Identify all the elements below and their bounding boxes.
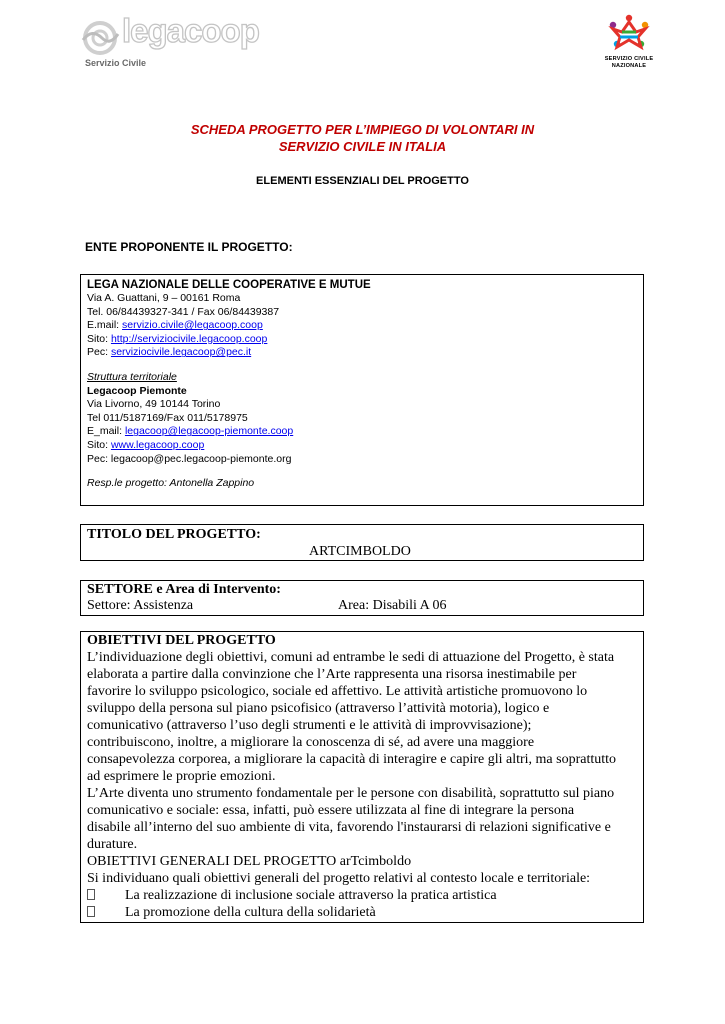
settore-label [87, 582, 281, 598]
struttura-label: Struttura territoriale [87, 370, 177, 383]
struttura-email-link[interactable]: legacoop@legacoop-piemonte.coop [124, 425, 294, 438]
obiettivi-line: elaborata a partire dalla convinzione che l’Arte rappresenta una risorsa inestimabile per [87, 667, 577, 682]
settore-value: Settore: Assistenza [87, 598, 194, 613]
ente-box [80, 274, 644, 506]
obiettivi-line: OBIETTIVI GENERALI DEL PROGETTO arTcimboldo [87, 854, 412, 869]
ente-email-row [87, 319, 637, 333]
settore-label-bold: SETTORE [87, 582, 153, 597]
bullet-item [87, 887, 639, 904]
obiettivi-line: comunicativo (attraverso l’uso degli strumenti e le attività di improvvisazione); [87, 718, 532, 733]
legacoop-mark-icon [80, 18, 120, 58]
obiettivi-line: comunicativo e sociale: essa, infatti, può essere utilizzata al fine di integrare la persona [87, 803, 575, 818]
ente-phone: Tel. 06/84439327-341 / Fax 06/84439387 [87, 305, 280, 318]
obiettivi-line: disabile all’interno del suo ambiente di vita, favorendo l'instaurarsi di relazioni significative e [87, 820, 611, 835]
ente-site-row [87, 333, 637, 347]
ente-site-label: Sito: [87, 332, 111, 345]
obiettivi-line: ad esprimere le proprie emozioni. [87, 769, 276, 784]
obiettivi-line: favorire lo sviluppo psicologico, sociale ed affettivo. Le attività artistiche promuovono lo [87, 684, 588, 699]
ente-pec-label: Pec: [87, 346, 111, 359]
ente-pec-link[interactable]: serviziocivile.legacoop@pec.it [110, 346, 252, 359]
ente-email-link[interactable]: servizio.civile@legacoop.coop [122, 319, 263, 332]
struttura-email-row [87, 425, 637, 439]
titolo-box [80, 524, 644, 561]
bullet-text: La realizzazione di inclusione sociale attraverso la pratica artistica [125, 888, 497, 903]
bullet-item [87, 904, 639, 921]
obiettivi-line: L’Arte diventa uno strumento fondamentale per le persone con disabilità, soprattutto sul piano [87, 786, 615, 801]
obiettivi-heading: OBIETTIVI DEL PROGETTO [87, 633, 276, 648]
ente-pec-row [87, 346, 637, 360]
struttura-site-row [87, 439, 637, 453]
bullet-box-icon [87, 889, 95, 900]
document-subtitle: ELEMENTI ESSENZIALI DEL PROGETTO [256, 175, 469, 187]
document-title-line1: SCHEDA PROGETTO PER L’IMPIEGO DI VOLONTARI IN [190, 122, 535, 137]
ente-proponente-label: ENTE PROPONENTE IL PROGETTO: [85, 240, 293, 254]
settore-box [80, 580, 644, 616]
bullet-text: La promozione della cultura della solidarietà [125, 905, 376, 920]
obiettivi-line: Si individuano quali obiettivi generali del progetto relativi al contesto locale e territoriale: [87, 871, 591, 886]
star-people-icon [596, 8, 662, 56]
struttura-address: Via Livorno, 49 10144 Torino [87, 398, 221, 411]
logo-right-line1: SERVIZIO CIVILE [604, 56, 654, 62]
struttura-name: Legacoop Piemonte [87, 384, 187, 397]
struttura-pec: Pec: legacoop@pec.legacoop-piemonte.org [87, 452, 292, 465]
struttura-site-link[interactable]: www.legacoop.coop [110, 438, 205, 451]
obiettivi-line: L’individuazione degli obiettivi, comuni ad entrambe le sedi di attuazione del Progetto, è stata [87, 650, 615, 665]
obiettivi-line: sviluppo della persona sul piano psicofisico (attraverso l’attività motoria), logico e [87, 701, 550, 716]
area-value: Area: Disabili A 06 [338, 598, 447, 613]
responsabile-progetto: Resp.le progetto: Antonella Zappino [87, 477, 255, 490]
servizio-civile-nazionale-logo [596, 8, 662, 72]
legacoop-logo [80, 14, 260, 60]
obiettivi-line: contribuiscono, inoltre, a migliorare la conoscenza di sé, ad avere una maggiore [87, 735, 535, 750]
titolo-value: ARTCIMBOLDO [309, 544, 411, 559]
titolo-label: TITOLO DEL PROGETTO: [87, 527, 261, 542]
ente-email-label: E.mail: [87, 319, 123, 332]
obiettivi-box [80, 631, 644, 923]
struttura-email-label: E_mail: [87, 425, 125, 438]
struttura-phone: Tel 011/5187169/Fax 011/5178975 [87, 411, 248, 424]
obiettivi-content [87, 632, 639, 921]
obiettivi-line: durature. [87, 837, 138, 852]
struttura-site-label: Sito: [87, 438, 111, 451]
logo-caption: Servizio Civile [85, 58, 147, 68]
document-title-line2: SERVIZIO CIVILE IN ITALIA [278, 139, 447, 154]
ente-name: LEGA NAZIONALE DELLE COOPERATIVE E MUTUE [87, 279, 371, 291]
ente-site-link[interactable]: http://serviziocivile.legacoop.coop [110, 332, 268, 345]
obiettivi-line: consapevolezza corporea, a migliorare la capacità di interagire e capire gli altri, ma soprattutto [87, 752, 617, 767]
ente-address: Via A. Guattani, 9 – 00161 Roma [87, 292, 241, 304]
bullet-box-icon [87, 906, 95, 917]
logo-right-line2: NAZIONALE [611, 63, 647, 69]
legacoop-logo-text: legacoop [122, 12, 259, 49]
settore-label-rest: e Area di Intervento: [152, 582, 281, 597]
